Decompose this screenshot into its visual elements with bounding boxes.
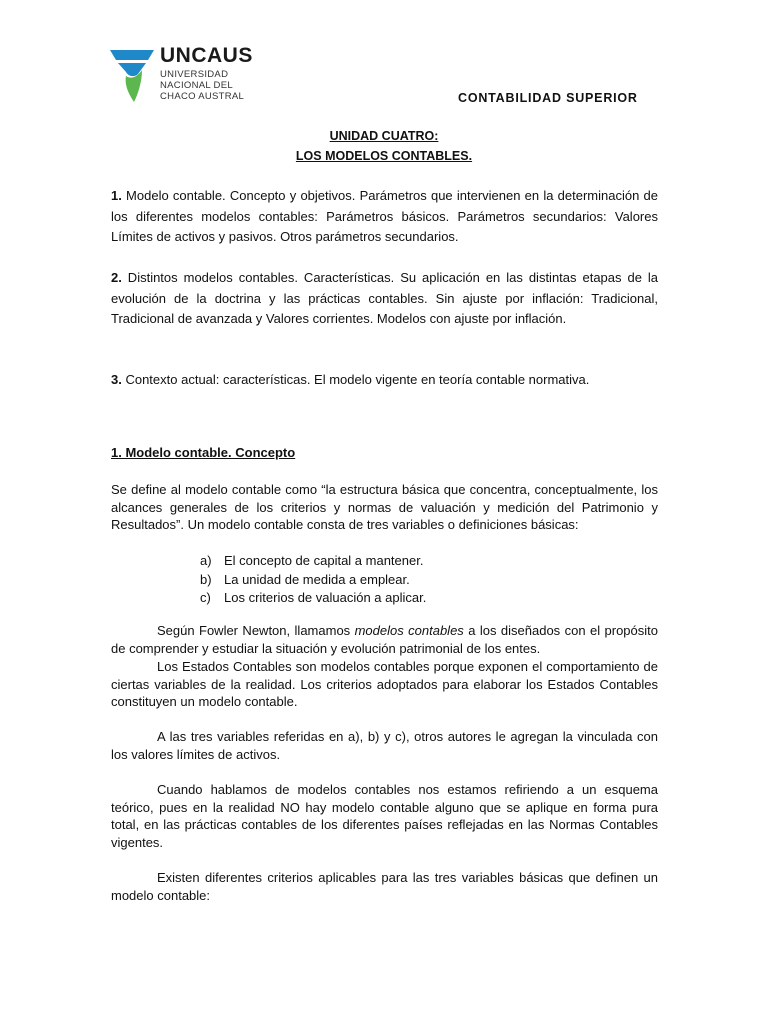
syllabus-number: 3. <box>111 372 122 387</box>
esquema-paragraph: Cuando hablamos de modelos contables nos estamos refiriendo a un esquema teórico, pues en la realidad NO hay modelo contable alguno que se aplique en forma pura total, en las prácticas contables de los diferentes países reflejadas en las Normas Contables vigentes. <box>111 782 658 850</box>
syllabus-text: Modelo contable. Concepto y objetivos. Parámetros que intervienen en la determinación de los diferentes modelos contables: Parámetros básicos. Parámetros secundarios: Valores Límites de activos y pasivos. Otros parámetros secundarios. <box>111 188 658 244</box>
uncaus-emblem-icon <box>108 46 156 102</box>
criterios-paragraph: Existen diferentes criterios aplicables para las tres variables básicas que definen un modelo contable: <box>111 870 658 903</box>
logo-sub-line-3: CHACO AUSTRAL <box>160 91 245 102</box>
list-marker: a) <box>200 553 212 568</box>
list-item <box>200 552 426 571</box>
basic-variables-list <box>200 552 426 608</box>
syllabus-item-1 <box>111 186 658 248</box>
section-heading: 1. Modelo contable. Concepto <box>111 445 296 460</box>
unit-title: UNIDAD CUATRO: <box>329 129 439 143</box>
university-logo <box>108 44 258 104</box>
list-marker: b) <box>200 571 212 587</box>
intro-paragraph: Se define al modelo contable como “la estructura básica que concentra, conceptualmente, los alcances generales de los criterios y normas de valuación y medición del Patrimonio y Resultados”. Un modelo contable consta de tres variables o definiciones básicas: <box>111 482 658 533</box>
unit-subject: LOS MODELOS CONTABLES. <box>295 149 473 163</box>
logo-sub-line-2: NACIONAL DEL <box>160 80 233 91</box>
list-text: La unidad de medida a emplear. <box>224 571 410 587</box>
syllabus-number: 2. <box>111 270 122 285</box>
fowler-text-pre: Según Fowler Newton, llamamos <box>157 623 355 638</box>
logo-sub-line-1: UNIVERSIDAD <box>160 69 229 80</box>
course-title: CONTABILIDAD SUPERIOR <box>458 91 638 105</box>
list-marker: c) <box>200 590 211 605</box>
syllabus-number: 1. <box>111 188 122 203</box>
syllabus-text: Distintos modelos contables. Características. Su aplicación en las distintas etapas de la evolución de la doctrina y las prácticas contables. Sin ajuste por inflación: Tradicional, Tradicional de avanzada y Valores corrientes. Modelos con ajuste por inflación. <box>111 270 658 326</box>
fowler-emphasis: modelos contables <box>354 623 464 638</box>
logo-name: UNCAUS <box>160 44 253 67</box>
fowler-paragraph <box>111 622 658 657</box>
list-text: Los criterios de valuación a aplicar. <box>224 590 427 605</box>
syllabus-item-2 <box>111 268 658 330</box>
tres-variables-paragraph: A las tres variables referidas en a), b) y c), otros autores le agregan la vinculada con los valores límites de activos. <box>111 729 658 762</box>
fowler-text-post: a los diseñados con el propósito de comprender y estudiar la situación y evolución patrimonial de los entes. <box>111 623 658 656</box>
list-text: El concepto de capital a mantener. <box>224 553 424 568</box>
list-item <box>200 589 426 608</box>
syllabus-text: Contexto actual: características. El modelo vigente en teoría contable normativa. <box>121 372 590 387</box>
syllabus-item-3 <box>111 370 658 391</box>
estados-paragraph: Los Estados Contables son modelos contables porque exponen el comportamiento de ciertas variables de la realidad. Los criterios adoptados para elaborar los Estados Contables constituyen un modelo contable. <box>111 659 658 710</box>
list-item <box>200 571 426 590</box>
